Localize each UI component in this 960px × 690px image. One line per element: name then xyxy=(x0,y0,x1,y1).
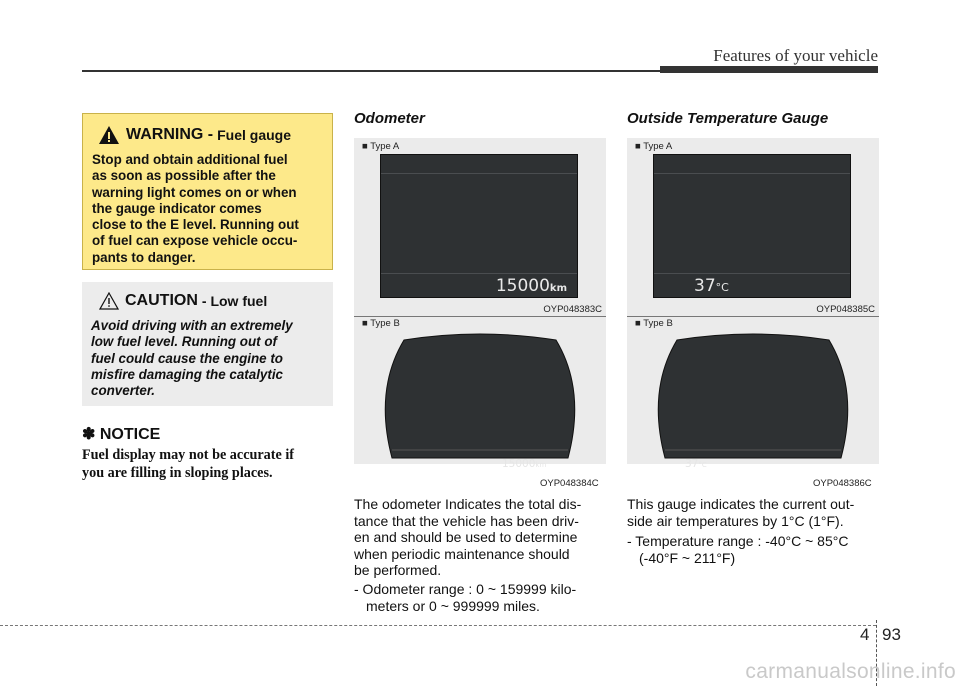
display-divider xyxy=(654,273,850,274)
display-divider xyxy=(381,273,577,274)
list-line: meters or 0 ~ 999999 miles. xyxy=(366,597,540,614)
warning-box xyxy=(82,113,333,270)
odometer-display-type-b xyxy=(354,330,606,460)
odometer-figure xyxy=(354,138,606,470)
caution-triangle-icon xyxy=(99,292,119,310)
odometer-description xyxy=(354,496,606,579)
odometer-type-b-label: ■ Type B xyxy=(362,318,400,329)
odometer-readout-type-b xyxy=(502,458,546,470)
odometer-type-a-code: OYP048383C xyxy=(543,304,602,315)
warning-line: Stop and obtain additional fuel xyxy=(92,152,288,167)
list-line: - Temperature range : -40°C ~ 85°C xyxy=(627,533,849,549)
temperature-range xyxy=(627,533,879,566)
odometer-unit: km xyxy=(549,283,567,294)
temperature-description xyxy=(627,496,879,529)
caution-header xyxy=(99,290,324,312)
display-divider xyxy=(381,173,577,174)
caution-title: CAUTION xyxy=(125,292,198,309)
temperature-type-a-label: ■ Type A xyxy=(635,141,673,152)
warning-title: WARNING - xyxy=(126,126,214,143)
temperature-value: 37 xyxy=(694,276,716,296)
warning-line: the gauge indicator comes xyxy=(92,200,262,216)
temperature-display-type-a xyxy=(653,154,851,298)
header-rule-accent xyxy=(660,66,878,73)
odometer-unit: km xyxy=(535,461,547,469)
temperature-figure xyxy=(627,138,879,470)
temperature-unit: °C xyxy=(698,461,707,469)
notice-line: you are filling in sloping places. xyxy=(82,465,273,481)
figure-divider xyxy=(354,316,606,317)
temperature-type-b-label: ■ Type B xyxy=(635,318,673,329)
caution-line: low fuel level. Running out of xyxy=(91,334,277,350)
odometer-type-a-label: ■ Type A xyxy=(362,141,400,152)
odometer-range xyxy=(354,581,606,614)
paragraph-line: en and should be used to determine xyxy=(354,529,578,545)
warning-line: as soon as possible after the xyxy=(92,168,276,184)
temperature-type-b-code: OYP048386C xyxy=(813,478,872,489)
footer-rule xyxy=(0,625,876,626)
warning-line: close to the E level. Running out xyxy=(92,217,299,233)
warning-line: warning light comes on or when xyxy=(92,184,297,200)
paragraph-line: The odometer Indicates the total dis- xyxy=(354,496,582,512)
notice-line: Fuel display may not be accurate if xyxy=(82,447,295,463)
paragraph-line: be performed. xyxy=(354,562,442,578)
temperature-unit: °C xyxy=(715,281,729,294)
caution-subtitle: - Low fuel xyxy=(201,293,268,309)
temperature-readout-type-a xyxy=(694,276,729,296)
odometer-type-b-code: OYP048384C xyxy=(540,478,599,489)
paragraph-line: side air temperatures by 1°C (1°F). xyxy=(627,512,844,529)
odometer-value: 15000 xyxy=(502,458,536,470)
caution-line: fuel could cause the engine to xyxy=(91,350,283,366)
temperature-type-a-code: OYP048385C xyxy=(816,304,875,315)
watermark: carmanualsonline.info xyxy=(745,660,956,683)
notice-heading: ✽ NOTICE xyxy=(82,426,161,443)
odometer-value: 15000 xyxy=(495,276,550,296)
caution-line: misfire damaging the catalytic xyxy=(91,366,283,382)
caution-line: Avoid driving with an extremely xyxy=(91,318,293,333)
section-title: Features of your vehicle xyxy=(713,46,878,65)
temperature-heading: Outside Temperature Gauge xyxy=(627,110,829,127)
paragraph-line: when periodic maintenance should xyxy=(354,545,570,562)
warning-text xyxy=(92,152,323,266)
odometer-readout-type-a xyxy=(496,276,567,296)
odometer-heading: Odometer xyxy=(354,110,425,127)
paragraph-line: This gauge indicates the current out- xyxy=(627,496,855,512)
paragraph-line: tance that the vehicle has been driv- xyxy=(354,512,579,529)
chapter-number: 4 xyxy=(860,625,870,644)
list-line: (-40°F ~ 211°F) xyxy=(639,549,736,566)
figure-divider xyxy=(627,316,879,317)
display-divider xyxy=(654,173,850,174)
warning-line: of fuel can expose vehicle occu- xyxy=(92,233,298,249)
caution-line: converter. xyxy=(91,383,156,399)
warning-triangle-icon xyxy=(98,125,120,145)
caution-box xyxy=(82,282,333,406)
list-line: - Odometer range : 0 ~ 159999 kilo- xyxy=(354,581,577,597)
odometer-display-type-a xyxy=(380,154,578,298)
warning-subtitle: Fuel gauge xyxy=(217,127,292,143)
temperature-display-type-b xyxy=(627,330,879,460)
temperature-value: 37 xyxy=(685,458,699,470)
page-number: 93 xyxy=(882,625,901,644)
temperature-readout-type-b xyxy=(685,458,707,470)
notice-text xyxy=(82,446,334,482)
caution-text xyxy=(91,318,324,399)
warning-line: pants to danger. xyxy=(92,249,196,265)
warning-header xyxy=(98,124,323,146)
